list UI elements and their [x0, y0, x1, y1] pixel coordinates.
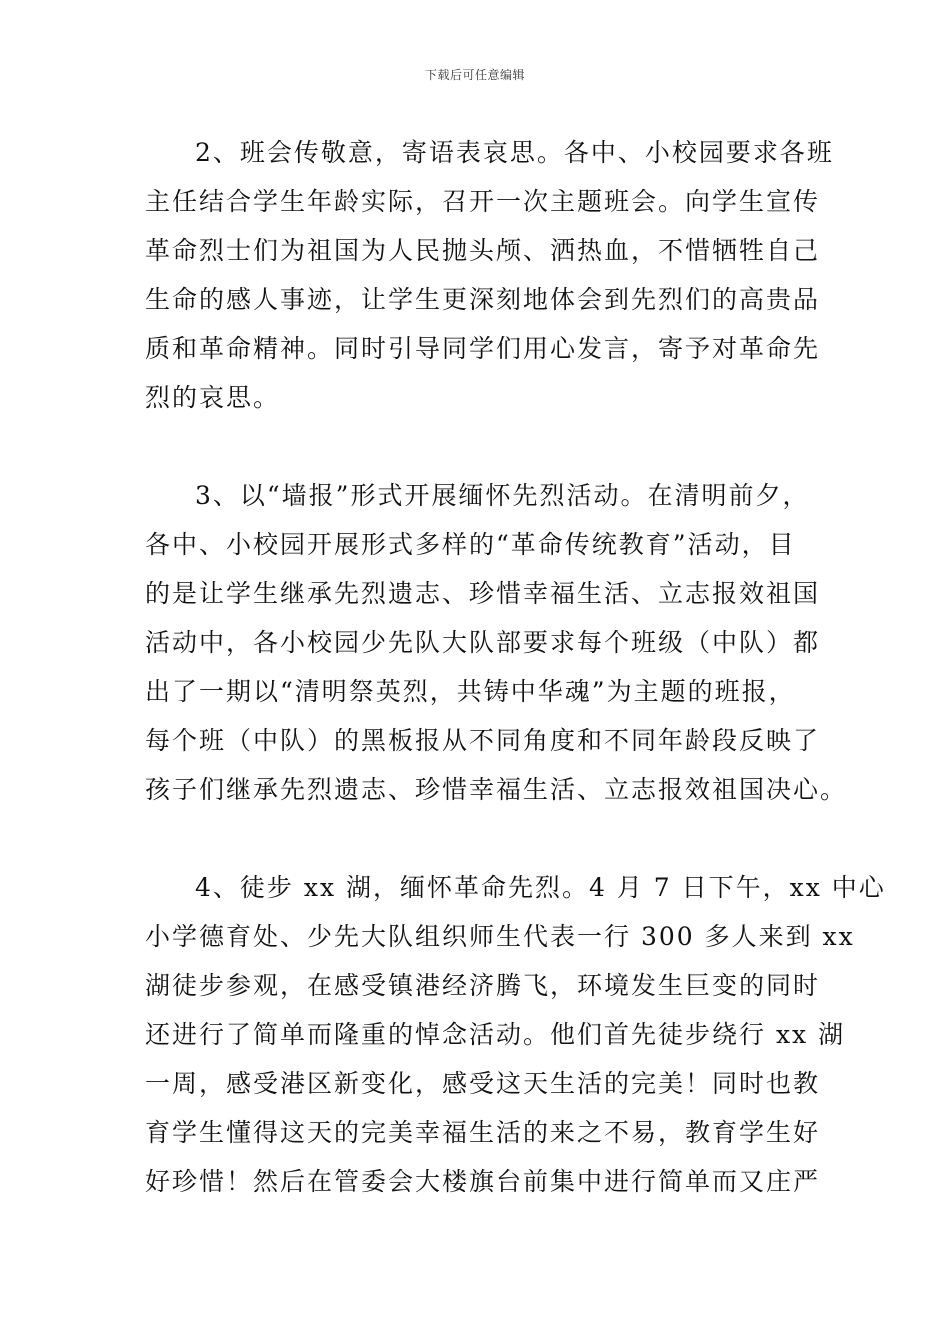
paragraph-line: 孩子们继承先烈遗志、珍惜幸福生活、立志报效祖国决心。	[145, 775, 848, 804]
paragraph-line: 每个班（中队）的黑板报从不同角度和不同年龄段反映了	[145, 726, 821, 755]
paragraph-line: 的是让学生继承先烈遗志、珍惜幸福生活、立志报效祖国	[145, 579, 821, 608]
paragraph-line: 2、班会传敬意，寄语表哀思。各中、小校园要求各班	[195, 138, 834, 167]
page-header-note: 下载后可任意编辑	[424, 68, 525, 82]
paragraph-line: 烈的哀思。	[145, 383, 281, 412]
paragraph-line: 活动中，各小校园少先队大队部要求每个班级（中队）都	[145, 628, 821, 657]
paragraph-line: 各中、小校园开展形式多样的“革命传统教育”活动，目	[145, 530, 796, 559]
paragraph-line: 出了一期以“清明祭英烈，共铸中华魂”为主题的班报，	[145, 677, 796, 706]
paragraph-line: 革命烈士们为祖国为人民抛头颅、洒热血，不惜牺牲自己	[145, 236, 821, 265]
paragraph-line: 小学德育处、少先大队组织师生代表一行 300 多人来到 xx	[145, 922, 855, 951]
paragraph-line: 还进行了简单而隆重的悼念活动。他们首先徒步绕行 xx 湖	[145, 1020, 846, 1049]
document-body	[145, 128, 886, 1206]
paragraph-line: 一周，感受港区新变化，感受这天生活的完美！同时也教	[145, 1069, 821, 1098]
paragraph-line: 生命的感人事迹，让学生更深刻地体会到先烈们的高贵品	[145, 285, 821, 314]
paragraph-wall-newspaper	[145, 471, 848, 814]
paragraph-line: 育学生懂得这天的完美幸福生活的来之不易，教育学生好	[145, 1118, 821, 1147]
paragraph-line: 主任结合学生年龄实际，召开一次主题班会。向学生宣传	[145, 187, 821, 216]
paragraph-line: 3、以“墙报”形式开展缅怀先烈活动。在清明前夕，	[195, 481, 810, 510]
paragraph-line: 质和革命精神。同时引导同学们用心发言，寄予对革命先	[145, 334, 821, 363]
paragraph-line: 湖徒步参观，在感受镇港经济腾飞，环境发生巨变的同时	[145, 971, 821, 1000]
paragraph-lake-walk	[145, 863, 886, 1206]
paragraph-line: 好珍惜！然后在管委会大楼旗台前集中进行简单而又庄严	[145, 1167, 821, 1196]
paragraph-spacer	[145, 422, 810, 471]
paragraph-spacer	[145, 814, 810, 863]
paragraph-line: 4、徒步 xx 湖，缅怀革命先烈。4 月 7 日下午，xx 中心	[195, 873, 886, 902]
paragraph-class-meeting	[145, 128, 834, 422]
